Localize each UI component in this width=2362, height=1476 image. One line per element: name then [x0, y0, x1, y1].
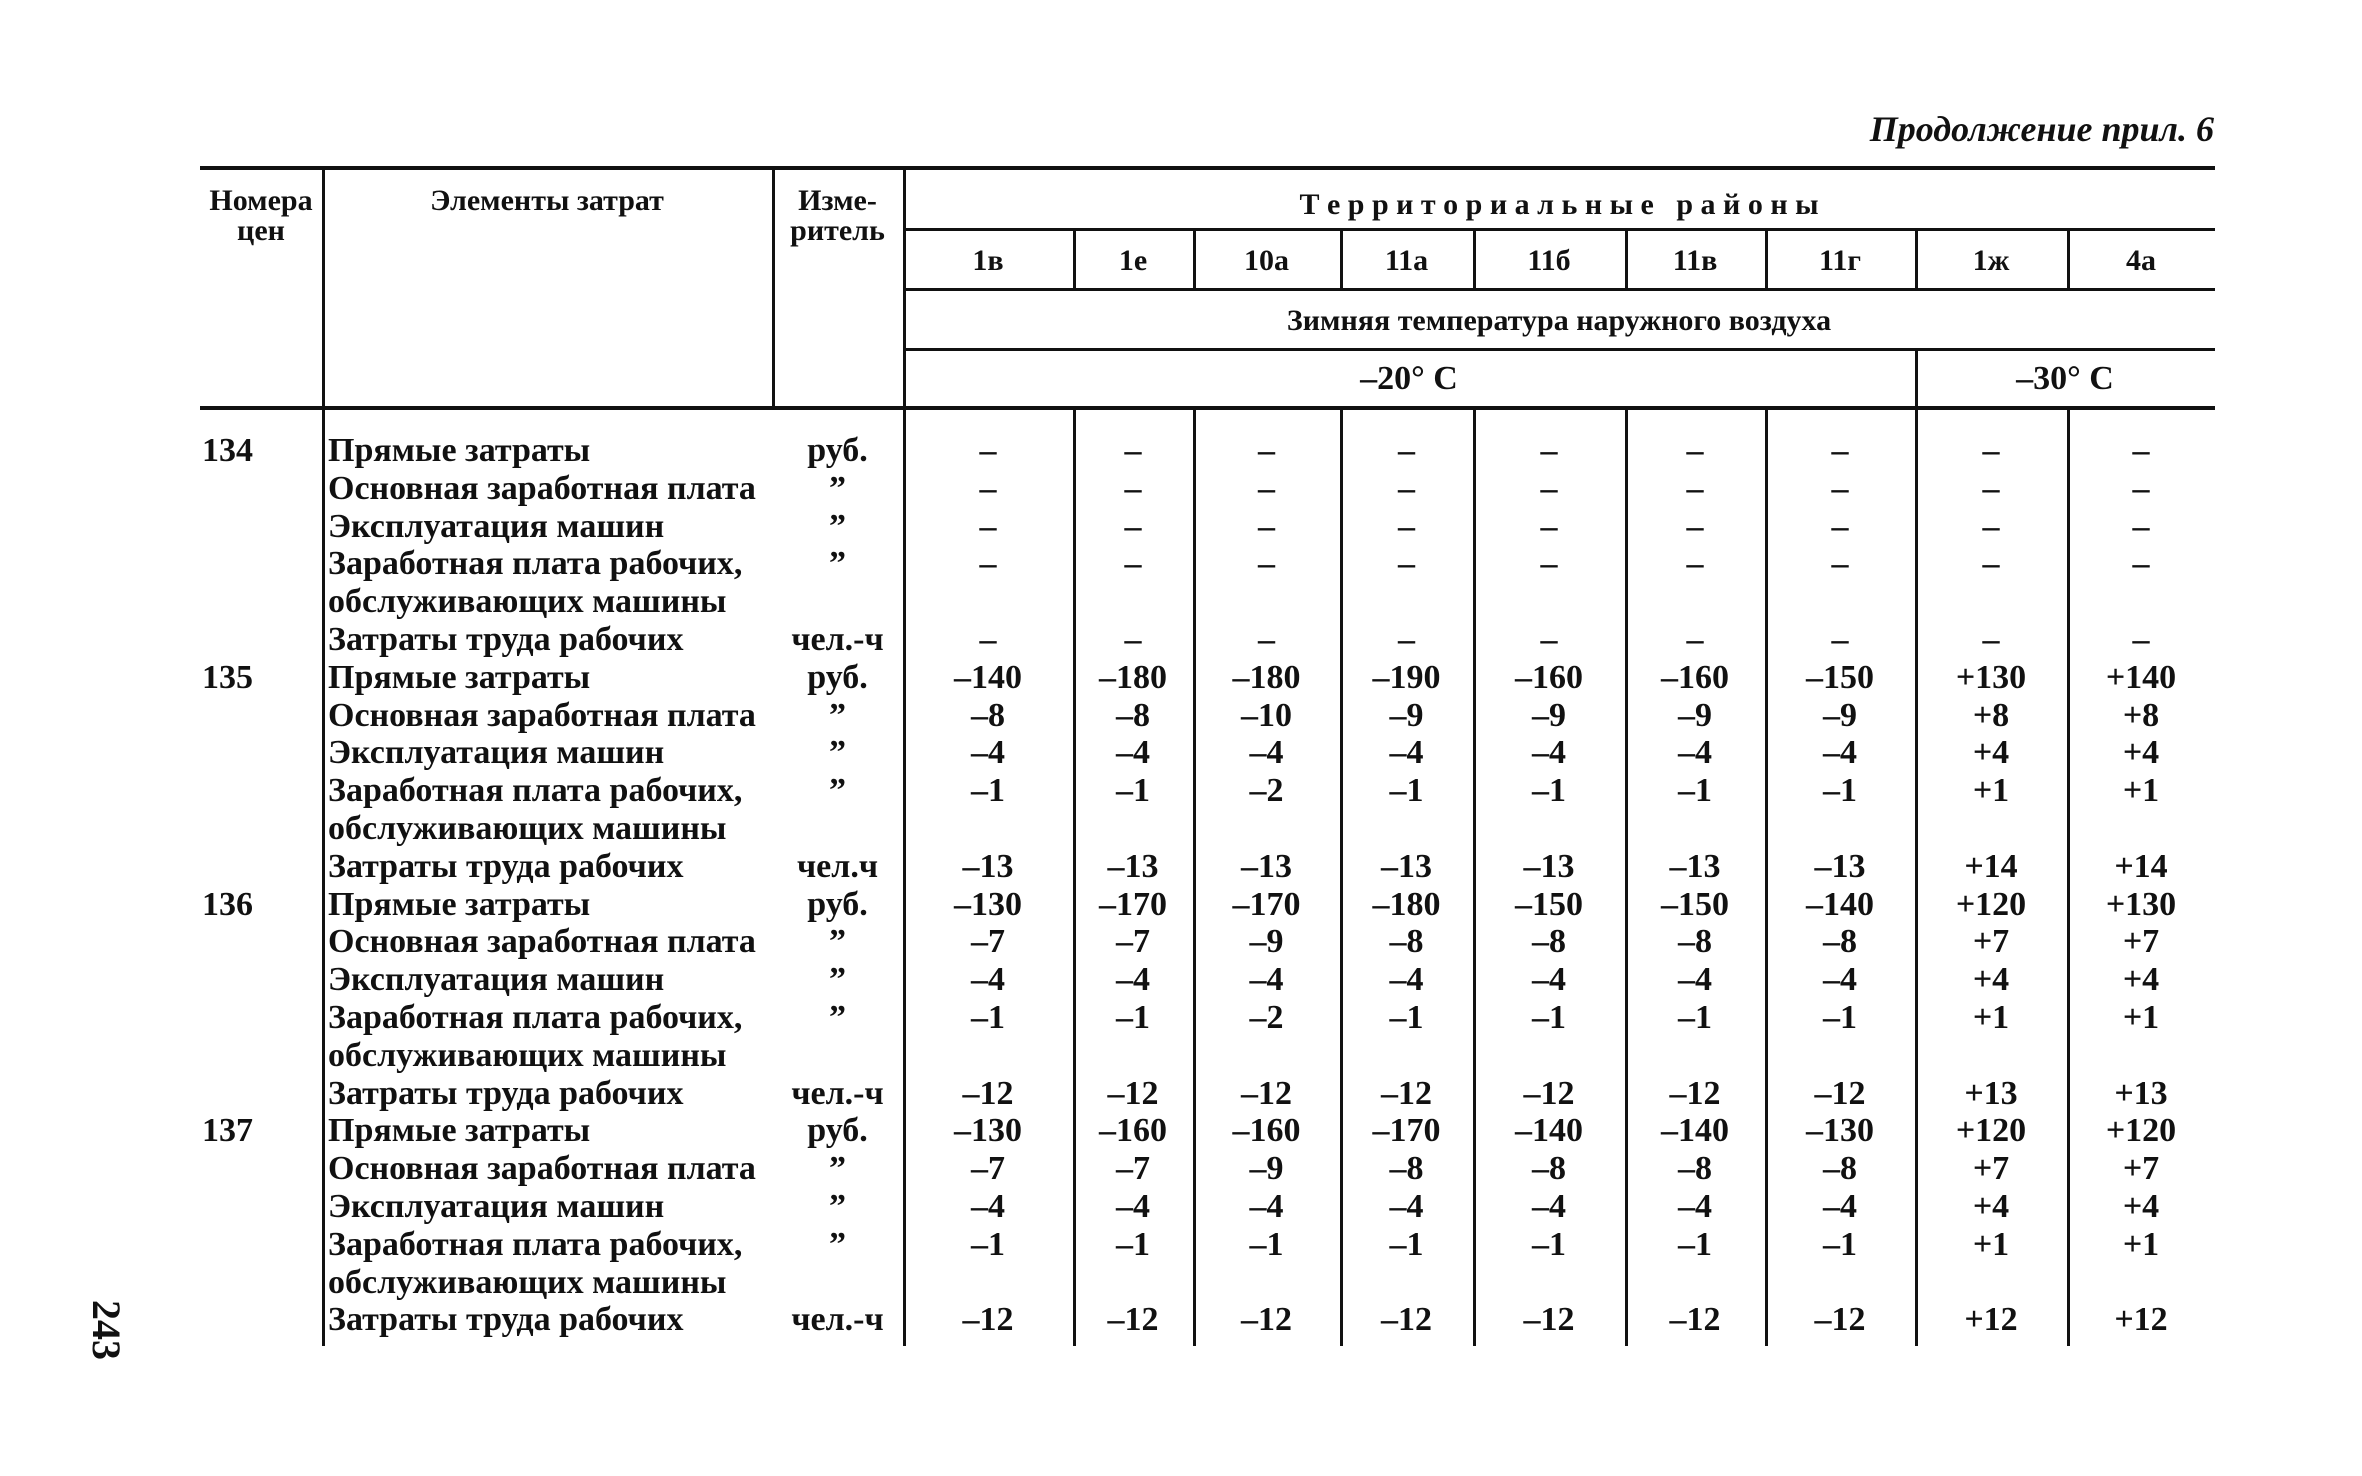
region-header: 11в: [1672, 244, 1718, 277]
unit: ”: [829, 999, 846, 1036]
cost-element: Основная заработная плата: [328, 1150, 756, 1188]
table-cell: –4: [1532, 961, 1566, 999]
table-cell: –150: [1515, 885, 1583, 923]
table-cell: –140: [1806, 885, 1874, 923]
region-header: 1ж: [1972, 244, 2010, 277]
header-territorial: Т е р р и т о р и а л ь н ы е р а й о н ы: [1299, 188, 1819, 221]
unit: ”: [829, 1188, 846, 1225]
table-cell: –4: [1532, 1188, 1566, 1225]
cost-element: Основная заработная плата: [328, 469, 756, 507]
unit: ”: [829, 734, 846, 772]
table-cell: –: [1540, 432, 1558, 469]
table-cell: –8: [1532, 923, 1566, 961]
table-cell: –160: [1099, 1112, 1167, 1150]
table-cell: +4: [1972, 734, 2010, 772]
table-cell: –1: [1532, 1225, 1566, 1263]
header-bottom-rule: [200, 406, 2215, 410]
table-cell: +7: [2122, 923, 2160, 961]
table-cell: –4: [1389, 1188, 1424, 1225]
table-cell: –: [1398, 621, 1415, 658]
table-cell: –: [1686, 432, 1704, 469]
table-cell: –170: [1232, 885, 1301, 923]
table-cell: +1: [2122, 999, 2160, 1036]
table-cell: –: [1124, 507, 1142, 545]
table-cell: –9: [1389, 696, 1424, 734]
table-cell: –4: [1116, 1188, 1150, 1225]
table-cell: –: [2132, 432, 2150, 469]
table-cell: –: [1398, 469, 1415, 507]
table-cell: –4: [1249, 961, 1284, 999]
table-cell: –180: [1372, 885, 1441, 923]
price-number: 134: [202, 432, 253, 469]
table-cell: –8: [1532, 1150, 1566, 1188]
table-top-rule: [200, 166, 2215, 170]
table-cell: –4: [1389, 961, 1424, 999]
cost-element: обслуживающих машины: [328, 583, 727, 621]
table-cell: –1: [1249, 1225, 1284, 1263]
table-cell: –1: [1389, 772, 1424, 810]
cost-element: Эксплуатация машин: [328, 734, 665, 772]
regions-rule: [903, 288, 2215, 291]
region-header: 10а: [1244, 244, 1289, 277]
cost-element: обслуживающих машины: [328, 810, 727, 847]
table-cell: –: [1124, 469, 1142, 507]
table-cell: –1: [971, 772, 1005, 810]
table-cell: –4: [1678, 961, 1712, 999]
table-cell: –1: [1389, 999, 1424, 1036]
table-cell: –150: [1661, 885, 1729, 923]
table-cell: –13: [1107, 847, 1159, 885]
table-cell: +8: [2122, 696, 2160, 734]
cost-element: обслуживающих машины: [328, 1263, 727, 1301]
table-cell: –: [1540, 469, 1558, 507]
table-cell: –: [1258, 545, 1275, 583]
table-cell: +13: [1964, 1074, 2018, 1112]
table-cell: –4: [1116, 734, 1150, 772]
table-cell: –: [1258, 621, 1275, 658]
table-cell: –: [1982, 545, 2000, 583]
table-cell: –13: [1669, 847, 1721, 885]
table-cell: –8: [1389, 923, 1424, 961]
table-cell: –: [1831, 469, 1849, 507]
region-header: 4а: [2126, 244, 2156, 277]
table-cell: –2: [1249, 999, 1284, 1036]
table-cell: –: [979, 507, 997, 545]
table-cell: –4: [971, 961, 1005, 999]
unit: руб.: [807, 432, 868, 469]
table-cell: –1: [1532, 999, 1566, 1036]
header-unit-2: ритель: [790, 214, 885, 247]
table-cell: –: [1982, 432, 2000, 469]
table-cell: –4: [971, 734, 1005, 772]
table-cell: –1: [1823, 1225, 1857, 1263]
table-cell: +120: [1955, 885, 2027, 923]
cost-element: Прямые затраты: [328, 658, 591, 696]
table-cell: –: [1398, 545, 1415, 583]
cost-element: Основная заработная плата: [328, 923, 756, 961]
table-cell: –: [1686, 545, 1704, 583]
cost-element: Затраты труда рабочих: [328, 621, 684, 658]
table-cell: –130: [1806, 1112, 1874, 1150]
table-cell: –140: [954, 658, 1022, 696]
table-cell: –1: [1116, 772, 1150, 810]
table-cell: –: [2132, 621, 2150, 658]
table-cell: –: [1124, 621, 1142, 658]
table-cell: –7: [1116, 1150, 1150, 1188]
table-cell: –130: [954, 1112, 1022, 1150]
table-cell: +14: [1964, 847, 2018, 885]
table-cell: –12: [1523, 1074, 1575, 1112]
table-cell: –: [1831, 432, 1849, 469]
table-cell: –12: [1241, 1301, 1292, 1339]
table-cell: –9: [1249, 923, 1284, 961]
unit: чел.-ч: [791, 1074, 884, 1112]
table-cell: –12: [1381, 1074, 1432, 1112]
cost-element: Эксплуатация машин: [328, 1188, 665, 1225]
table-cell: –13: [1241, 847, 1292, 885]
header-temp-20: –20° С: [1360, 360, 1458, 397]
table-cell: –: [1686, 469, 1704, 507]
table-cell: –12: [1381, 1301, 1432, 1339]
unit: руб.: [807, 885, 868, 923]
table-cell: –180: [1232, 658, 1301, 696]
table-cell: –: [979, 621, 997, 658]
cost-element: Эксплуатация машин: [328, 961, 665, 999]
table-cell: +8: [1972, 696, 2010, 734]
table-cell: +1: [1972, 999, 2010, 1036]
cost-element: Прямые затраты: [328, 885, 591, 923]
table-cell: –7: [971, 923, 1005, 961]
table-cell: +7: [1972, 923, 2010, 961]
table-cell: –7: [971, 1150, 1005, 1188]
table-cell: –190: [1372, 658, 1441, 696]
table-cell: –8: [1389, 1150, 1424, 1188]
table-cell: –4: [1389, 734, 1424, 772]
table-cell: +4: [2122, 1188, 2160, 1225]
cost-element: Прямые затраты: [328, 432, 591, 469]
unit: чел.ч: [796, 847, 878, 885]
unit: ”: [829, 923, 846, 961]
table-cell: –13: [1523, 847, 1575, 885]
page-caption: Продолжение прил. 6: [1869, 109, 2214, 149]
cost-element: обслуживающих машины: [328, 1036, 727, 1074]
cost-element: Заработная плата рабочих,: [328, 999, 743, 1036]
table-cell: –4: [1823, 961, 1857, 999]
unit: ”: [829, 696, 846, 734]
table-cell: +4: [2122, 734, 2160, 772]
table-cell: +7: [2122, 1150, 2160, 1188]
region-header: 1е: [1118, 244, 1148, 277]
table-cell: –9: [1532, 696, 1566, 734]
table-cell: –150: [1806, 658, 1874, 696]
table-cell: –9: [1823, 696, 1857, 734]
table-cell: –: [1258, 507, 1275, 545]
table-cell: –8: [1678, 1150, 1712, 1188]
table-cell: –: [979, 469, 997, 507]
table-cell: –: [1540, 545, 1558, 583]
cost-element: Затраты труда рабочих: [328, 1074, 684, 1112]
table-cell: –: [2132, 545, 2150, 583]
table-cell: –140: [1515, 1112, 1583, 1150]
table-cell: –1: [1678, 772, 1712, 810]
table-cell: –12: [1523, 1301, 1575, 1339]
table-cell: –: [1982, 469, 2000, 507]
header-winter-temp: Зимняя температура наружного воздуха: [1286, 304, 1832, 337]
header-temp-30: –30° С: [2016, 360, 2114, 397]
unit: чел.-ч: [791, 1301, 884, 1339]
table-cell: –: [1124, 545, 1142, 583]
table-cell: –1: [1823, 772, 1857, 810]
table-cell: –4: [971, 1188, 1005, 1225]
table-cell: –: [1686, 507, 1704, 545]
table-cell: –10: [1241, 696, 1292, 734]
table-cell: –4: [1249, 734, 1284, 772]
table-cell: –: [2132, 507, 2150, 545]
table-cell: –: [1831, 545, 1849, 583]
price-number: 137: [202, 1112, 253, 1150]
table-cell: –: [1982, 507, 2000, 545]
table-cell: +4: [1972, 1188, 2010, 1225]
cost-element: Эксплуатация машин: [328, 507, 665, 545]
region-header: 11б: [1527, 244, 1571, 277]
table-cell: +7: [1972, 1150, 2010, 1188]
table-cell: –: [1258, 469, 1275, 507]
table-cell: –8: [1116, 696, 1150, 734]
cost-element: Затраты труда рабочих: [328, 1301, 684, 1339]
header-number: Номера: [209, 184, 313, 217]
table-cell: –12: [1107, 1301, 1159, 1339]
table-cell: –12: [1669, 1301, 1721, 1339]
cost-element: Прямые затраты: [328, 1112, 591, 1150]
table-cell: +1: [1972, 772, 2010, 810]
region-header: 11а: [1384, 244, 1429, 277]
table-cell: –4: [1823, 1188, 1857, 1225]
table-cell: +140: [2105, 658, 2177, 696]
table-cell: –1: [1116, 1225, 1150, 1263]
table-cell: –8: [1823, 1150, 1857, 1188]
region-header: 1в: [972, 244, 1004, 277]
table-cell: –8: [1678, 923, 1712, 961]
table-cell: –8: [971, 696, 1005, 734]
table-cell: –: [1686, 621, 1704, 658]
unit: ”: [829, 1225, 846, 1263]
table-cell: –1: [971, 999, 1005, 1036]
table-cell: –: [1540, 507, 1558, 545]
table-cell: –160: [1515, 658, 1583, 696]
table-cell: –: [1540, 621, 1558, 658]
table-cell: –4: [1532, 734, 1566, 772]
table-cell: +4: [1972, 961, 2010, 999]
unit: ”: [829, 961, 846, 999]
table-cell: –9: [1249, 1150, 1284, 1188]
table-cell: –12: [962, 1301, 1014, 1339]
table-cell: –: [979, 432, 997, 469]
table-cell: –170: [1099, 885, 1167, 923]
unit: ”: [829, 507, 846, 545]
table-cell: –: [1398, 432, 1415, 469]
table-cell: –12: [1814, 1074, 1866, 1112]
table-cell: –: [1124, 432, 1142, 469]
table-cell: +12: [1964, 1301, 2018, 1339]
unit: руб.: [807, 658, 868, 696]
header-unit: Изме-: [798, 184, 877, 217]
unit: ”: [829, 469, 846, 507]
table-cell: –: [2132, 469, 2150, 507]
table-cell: –1: [1389, 1225, 1424, 1263]
table-cell: +130: [2105, 885, 2177, 923]
table-cell: –: [979, 545, 997, 583]
table-cell: –1: [1823, 999, 1857, 1036]
table-cell: –: [1398, 507, 1415, 545]
table-cell: –140: [1661, 1112, 1729, 1150]
header-number-2: цен: [237, 214, 285, 247]
cost-element: Заработная плата рабочих,: [328, 1225, 743, 1263]
table-cell: –170: [1372, 1112, 1441, 1150]
cost-element: Заработная плата рабочих,: [328, 772, 743, 810]
price-number: 136: [202, 885, 253, 923]
table-cell: –1: [1116, 999, 1150, 1036]
table-cell: –13: [1381, 847, 1432, 885]
table-cell: +1: [2122, 1225, 2160, 1263]
table-cell: –12: [1814, 1301, 1866, 1339]
unit: ”: [829, 1150, 846, 1188]
table-cell: +12: [2114, 1301, 2168, 1339]
table-cell: –1: [1678, 1225, 1712, 1263]
region-header: 11г: [1819, 244, 1861, 277]
table-cell: –9: [1678, 696, 1712, 734]
table-cell: –160: [1232, 1112, 1301, 1150]
table-cell: –160: [1661, 658, 1729, 696]
table-cell: –4: [1249, 1188, 1284, 1225]
table-cell: –180: [1099, 658, 1167, 696]
table-cell: –8: [1823, 923, 1857, 961]
table-cell: –1: [1532, 772, 1566, 810]
table-cell: –13: [962, 847, 1014, 885]
table-cell: –13: [1814, 847, 1866, 885]
table-cell: +14: [2114, 847, 2168, 885]
cost-element: Заработная плата рабочих,: [328, 545, 743, 583]
table-cell: +130: [1955, 658, 2027, 696]
table-cell: –12: [1241, 1074, 1292, 1112]
col-number-divider: [322, 168, 325, 1346]
table-cell: –4: [1116, 961, 1150, 999]
table-cell: –1: [1678, 999, 1712, 1036]
winter-rule: [903, 348, 2215, 351]
table-cell: –12: [1669, 1074, 1721, 1112]
unit: чел.-ч: [791, 621, 884, 658]
cost-element: Затраты труда рабочих: [328, 847, 684, 885]
table-cell: –130: [954, 885, 1022, 923]
unit: ”: [829, 545, 846, 583]
territorial-rule: [903, 228, 2215, 231]
table-cell: –4: [1678, 1188, 1712, 1225]
table-cell: +4: [2122, 961, 2160, 999]
table-cell: +120: [2105, 1112, 2177, 1150]
cost-element: Основная заработная плата: [328, 696, 756, 734]
table-cell: +1: [1972, 1225, 2010, 1263]
table-cell: –7: [1116, 923, 1150, 961]
table-cell: –4: [1823, 734, 1857, 772]
table-cell: –: [1982, 621, 2000, 658]
unit: руб.: [807, 1112, 868, 1150]
table-cell: +1: [2122, 772, 2160, 810]
header-elements: Элементы затрат: [430, 184, 664, 217]
table-cell: –12: [1107, 1074, 1159, 1112]
price-number: 135: [202, 658, 253, 696]
page-number: 243: [84, 1300, 129, 1360]
table-cell: –: [1258, 432, 1275, 469]
table-cell: –2: [1249, 772, 1284, 810]
table-cell: –: [1831, 621, 1849, 658]
table-cell: +13: [2114, 1074, 2168, 1112]
table-cell: –12: [962, 1074, 1014, 1112]
table-cell: –: [1831, 507, 1849, 545]
table-cell: –1: [971, 1225, 1005, 1263]
unit: ”: [829, 772, 846, 810]
table-cell: +120: [1955, 1112, 2027, 1150]
table-cell: –4: [1678, 734, 1712, 772]
